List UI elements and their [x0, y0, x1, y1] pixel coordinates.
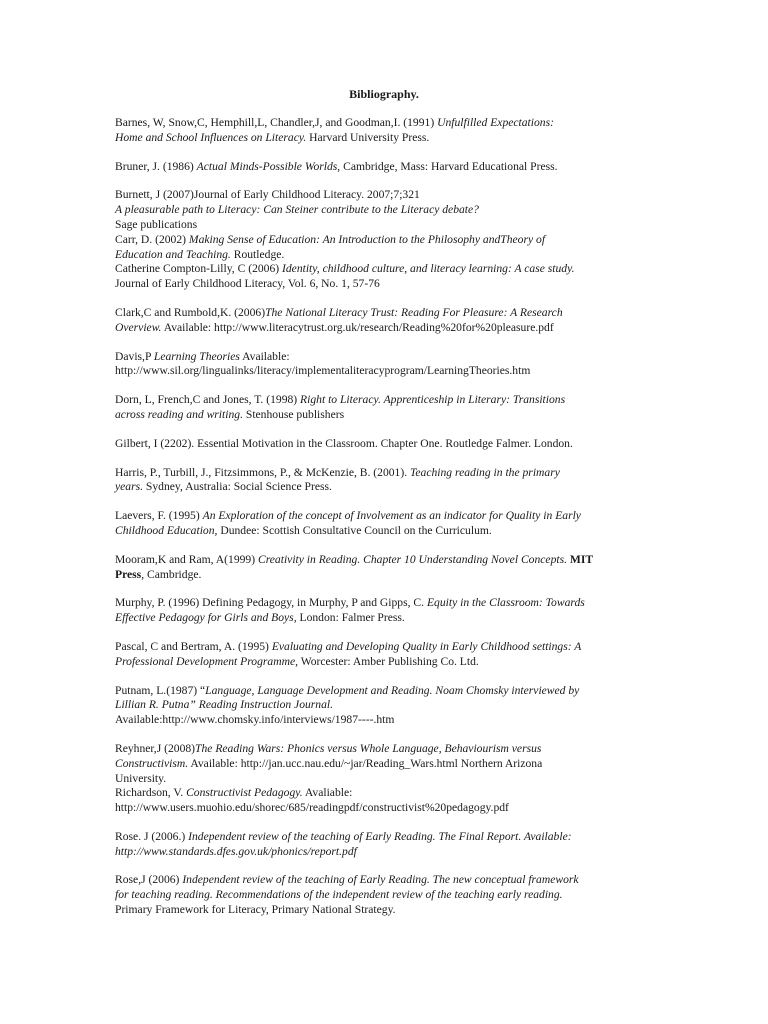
bibliography-entry-harris	[115, 466, 660, 496]
entry-title: Independent review of the teaching of Early Reading. The Final Report. Available:	[188, 829, 572, 843]
entry-title: The National Literacy Trust: Reading For Pleasure: A Research	[265, 305, 563, 319]
entry-title: Overview.	[115, 320, 162, 334]
entry-title: Education and Teaching.	[115, 247, 231, 261]
entry-text: Cambridge, Mass: Harvard Educational Press.	[340, 159, 558, 173]
entry-title: Creativity in Reading. Chapter 10 Understanding Novel Concepts.	[257, 552, 567, 566]
entry-title: across reading and writing.	[115, 407, 243, 421]
entry-text: Dundee: Scottish Consultative Council on the Curriculum.	[217, 523, 492, 537]
entry-title: A pleasurable path to Literacy: Can Steiner contribute to the Literacy debate?	[115, 203, 479, 217]
entry-text: Journal of Early Childhood Literacy, Vol. 6, No. 1, 57-76	[115, 277, 380, 291]
entry-text: Carr, D. (2002)	[115, 232, 189, 246]
bibliography-entry-dorn	[115, 393, 660, 423]
entry-text: Avaliable:	[302, 786, 353, 800]
entry-text: Laevers, F. (1995)	[115, 509, 203, 523]
entry-text: Stenhouse publishers	[242, 407, 345, 421]
entry-text: Murphy, P. (1996) Defining Pedagogy, in Murphy, P and Gipps, C.	[115, 596, 427, 610]
entry-text: Mooram,K and Ram, A(1999)	[115, 552, 258, 566]
entry-text: Catherine Compton-Lilly, C (2006)	[115, 262, 283, 276]
bibliography-entry-barnes	[115, 116, 660, 146]
entry-title: Home and School Influences on Literacy.	[115, 130, 307, 144]
entry-text: Gilbert, I (2202). Essential Motivation in the Classroom. Chapter One. Routledge Falmer. London.	[115, 436, 573, 450]
bibliography-entry-clark	[115, 306, 660, 336]
entry-text: Rose,J (2006)	[115, 873, 183, 887]
bibliography-entry-rose-2006a	[115, 830, 660, 860]
entry-title: Evaluating and Developing Quality in Early Childhood settings: A	[271, 639, 582, 653]
entry-title: Professional Development Programme	[115, 654, 296, 668]
entry-url: Available:http://www.chomsky.info/interviews/1987----.htm	[115, 713, 395, 727]
entry-text: Burnett, J (2007)Journal of Early Childhood Literacy. 2007;7;321	[115, 188, 420, 202]
bibliography-entry-mooram	[115, 553, 660, 583]
entry-title: Lillian R. Putna” Reading Instruction Journal.	[115, 698, 334, 712]
entry-title: Teaching reading in the primary	[410, 465, 560, 479]
entry-title: Effective Pedagogy for Girls and Boys,	[115, 611, 297, 625]
entry-title: Constructivism.	[115, 756, 189, 770]
entry-title: Equity in the Classroom: Towards	[426, 596, 585, 610]
entry-title: The Reading Wars: Phonics versus Whole Language, Behaviourism versus	[195, 741, 542, 755]
entry-text: Harvard University Press.	[306, 130, 430, 144]
entry-text: Dorn, L, French,C and Jones, T. (1998)	[115, 393, 301, 407]
entry-title: Unfulfilled Expectations:	[437, 116, 554, 129]
entry-text: Davis,P	[115, 349, 154, 363]
entry-title: Learning Theories	[153, 349, 240, 363]
entry-text: Available:	[239, 349, 290, 363]
entry-text: Putnam, L.(1987) “	[115, 683, 206, 697]
bibliography-entry-richardson	[115, 786, 660, 816]
entry-title: Independent review of the teaching of Early Reading. The new conceptual framework	[182, 873, 579, 887]
entry-text: London: Falmer Press.	[296, 611, 405, 625]
bibliography-entry-burnett	[115, 188, 660, 232]
entry-text: Primary Framework for Literacy, Primary National Strategy.	[115, 903, 396, 917]
bibliography-entry-putnam	[115, 684, 660, 728]
entry-publisher: MIT	[567, 552, 594, 566]
entry-title: Constructivist Pedagogy.	[186, 786, 303, 800]
entry-text: , Worcester: Amber Publishing Co. Ltd.	[295, 654, 479, 668]
entry-title: Making Sense of Education: An Introduction to the Philosophy andTheory of	[188, 232, 546, 246]
bibliography-entry-davis	[115, 350, 660, 380]
entry-text: Reyhner,J (2008)	[115, 741, 196, 755]
entry-text: Routledge.	[230, 247, 285, 261]
entry-title: Language, Language Development and Reading. Noam Chomsky interviewed by	[205, 683, 580, 697]
entry-text: Pascal, C and Bertram, A. (1995)	[115, 639, 272, 653]
bibliography-entry-laevers	[115, 509, 660, 539]
bibliography-list	[115, 116, 660, 918]
entry-text: Rose. J (2006.)	[115, 829, 189, 843]
bibliography-entry-pascal	[115, 640, 660, 670]
entry-title: Right to Literacy. Apprenticeship in Literary: Transitions	[300, 393, 566, 407]
entry-title: years.	[115, 480, 144, 494]
bibliography-entry-gilbert	[115, 437, 660, 452]
entry-title: Childhood Education,	[115, 523, 218, 537]
page-title: Bibliography.	[349, 87, 419, 101]
entry-url: http://www.users.muohio.edu/shorec/685/readingpdf/constructivist%20pedagogy.pdf	[115, 801, 509, 815]
entry-url: Available: http://jan.ucc.nau.edu/~jar/Reading_Wars.html Northern Arizona	[188, 756, 543, 770]
bibliography-entry-bruner	[115, 160, 660, 175]
entry-title: Actual Minds-Possible Worlds,	[196, 159, 341, 173]
entry-text: Bruner, J. (1986)	[115, 159, 197, 173]
entry-url: Available: http://www.literacytrust.org.uk/research/Reading%20for%20pleasure.pdf	[161, 320, 554, 334]
entry-text: Harris, P., Turbill, J., Fitzsimmons, P., & McKenzie, B. (2001).	[115, 465, 411, 479]
entry-text: Richardson, V.	[115, 786, 187, 800]
bibliography-entry-reyhner	[115, 742, 660, 786]
entry-title: Identity, childhood culture, and literacy learning: A case study.	[282, 262, 575, 276]
bibliography-entry-carr	[115, 233, 660, 263]
entry-publisher: Press	[115, 567, 142, 581]
entry-text: University.	[115, 771, 167, 785]
bibliography-entry-rose-2006b	[115, 873, 660, 917]
entry-text: Clark,C and Rumbold,K. (2006)	[115, 305, 266, 319]
entry-text: Barnes, W, Snow,C, Hemphill,L, Chandler,J, and Goodman,I. (1991)	[115, 116, 438, 129]
entry-url: http://www.standards.dfes.gov.uk/phonics/report.pdf	[115, 844, 357, 858]
entry-title: for teaching reading. Recommendations of the independent review of the teaching early reading.	[115, 888, 563, 902]
entry-title: An Exploration of the concept of Involvement as an indicator for Quality in Early	[202, 509, 581, 523]
entry-text: , Cambridge.	[141, 567, 202, 581]
bibliography-entry-murphy	[115, 596, 660, 626]
entry-url: http://www.sil.org/lingualinks/literacy/implementaliteracyprogram/LearningTheories.htm	[115, 364, 531, 378]
entry-text: Sydney, Australia: Social Science Press.	[143, 480, 332, 494]
entry-text: Sage publications	[115, 217, 198, 231]
bibliography-entry-compton-lilly	[115, 262, 660, 292]
